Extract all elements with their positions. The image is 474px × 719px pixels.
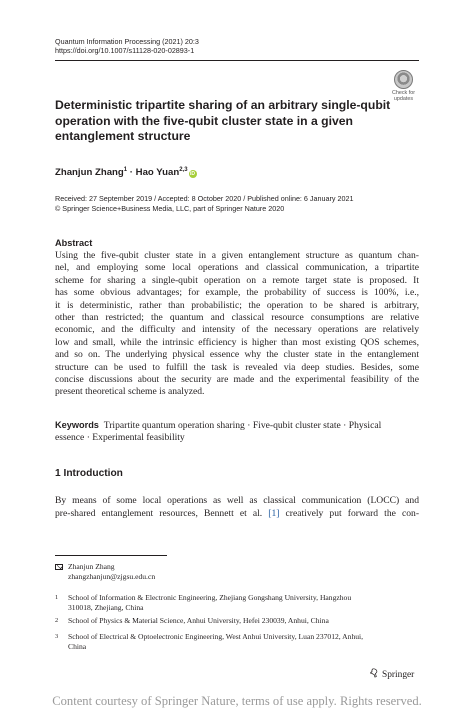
header-rule bbox=[55, 60, 419, 61]
keywords-line: Tripartite quantum operation sharing · Five-qubit cluster state · Physical bbox=[103, 420, 382, 431]
abstract-line: and so on. The underlying physical essence why the cluster state in the entanglement bbox=[55, 349, 419, 361]
badge-line-1: Check for bbox=[391, 90, 416, 96]
affiliation-line: 310018, Zhejiang, China bbox=[68, 603, 144, 612]
author-list bbox=[55, 164, 197, 179]
check-for-updates-badge[interactable] bbox=[388, 70, 419, 103]
title-line: operation with the five-qubit cluster state in a given bbox=[55, 113, 353, 128]
abstract-line: economic, and the difficulty and intensity of the necessary operations are relatively bbox=[55, 324, 419, 336]
author-separator: · bbox=[129, 167, 133, 178]
affiliation-mark: 2 bbox=[55, 617, 59, 624]
journal-citation: Quantum Information Processing (2021) 20:3 bbox=[55, 37, 199, 46]
copyright-line: © Springer Science+Business Media, LLC, part of Springer Nature 2020 bbox=[55, 204, 285, 213]
badge-line-2: updates bbox=[393, 96, 414, 102]
keywords-label: Keywords bbox=[55, 420, 99, 430]
check-updates-icon bbox=[394, 70, 413, 89]
contact-email[interactable]: zhangzhanjun@zjgsu.edu.cn bbox=[68, 572, 156, 581]
affiliation-mark: 3 bbox=[55, 633, 59, 640]
affiliation-line: School of Physics & Material Science, Anhui University, Hefei 230039, Anhui, China bbox=[68, 616, 329, 625]
intro-line: By means of some local operations as well as classical communication (LOCC) and bbox=[55, 495, 419, 506]
abstract-line: concise discussions about the security are made and the experimental feasibility of the bbox=[55, 373, 419, 385]
affiliation bbox=[55, 632, 419, 654]
keywords bbox=[55, 419, 419, 445]
author-name[interactable]: Zhanjun Zhang bbox=[55, 167, 124, 178]
title-line: entanglement structure bbox=[55, 129, 191, 143]
envelope-icon bbox=[55, 564, 63, 570]
intro-text: pre-shared entanglement resources, Bennett et al. bbox=[55, 508, 269, 519]
springer-horse-icon bbox=[370, 668, 379, 678]
keywords-line: essence · Experimental feasibility bbox=[55, 432, 185, 444]
affiliation-mark: 1 bbox=[55, 594, 59, 601]
affiliation bbox=[55, 616, 419, 628]
affiliation bbox=[55, 593, 419, 615]
intro-line bbox=[55, 507, 419, 520]
springer-logo bbox=[370, 668, 414, 681]
intro-text: creatively put forward the con- bbox=[279, 508, 420, 519]
section-heading: 1 Introduction bbox=[55, 468, 123, 479]
affiliation-line: School of Electrical & Optoelectronic Engineering, West Anhui University, Luan 237012, Anhui, bbox=[68, 632, 364, 641]
author-affiliation-mark: 1 bbox=[123, 167, 128, 173]
publisher-name: Springer bbox=[382, 670, 415, 680]
abstract-body bbox=[55, 250, 419, 399]
footnote-rule bbox=[55, 555, 167, 556]
affiliation-line: School of Information & Electronic Engineering, Zhejiang Gongshang University, Hangzhou bbox=[68, 593, 352, 602]
introduction-body bbox=[55, 494, 419, 520]
affiliation-line: China bbox=[68, 642, 87, 651]
abstract-heading: Abstract bbox=[55, 238, 93, 248]
abstract-line: scheme for sharing a single-qubit operation on a remote target state is proposed. It bbox=[55, 274, 419, 286]
title-line: Deterministic tripartite sharing of an arbitrary single-qubit bbox=[55, 98, 391, 112]
courtesy-notice: Content courtesy of Springer Nature, terms of use apply. Rights reserved. bbox=[52, 694, 422, 708]
abstract-line: it is deterministic, rather than probabilistic; the operation to be shared is arbitrary, bbox=[55, 299, 419, 311]
corresponding-author bbox=[55, 562, 419, 584]
abstract-line: nel, and employing some local operations and classical communication, a tripartite bbox=[55, 262, 419, 274]
contact-name: Zhanjun Zhang bbox=[68, 562, 115, 571]
citation-link[interactable]: [1] bbox=[268, 508, 280, 519]
abstract-line: low and small, while the intrinsic efficiency is higher than most existing QOS schemes, bbox=[55, 336, 419, 348]
author-name[interactable]: Hao Yuan bbox=[135, 167, 180, 178]
publication-dates bbox=[55, 194, 353, 214]
abstract-line: present theoretical scheme is analyzed. bbox=[55, 386, 205, 398]
orcid-icon[interactable]: iD bbox=[190, 171, 196, 177]
abstract-line: structure can be used to fulfill the task is revealed via deep studies. Besides, some bbox=[55, 361, 419, 373]
dates-line: Received: 27 September 2019 / Accepted: 8 October 2020 / Published online: 6 January 2021 bbox=[55, 194, 354, 203]
doi-link[interactable]: https://doi.org/10.1007/s11128-020-02893-1 bbox=[55, 46, 195, 55]
paper-title bbox=[55, 98, 391, 145]
abstract-line: other than restricted; the quantum and classical resource consumptions are relative bbox=[55, 311, 419, 323]
abstract-line: has some obvious advantages; for example, the probability of success is 100%, i.e., bbox=[55, 287, 419, 299]
abstract-line: Using the five-qubit cluster state in a given entanglement structure as quantum chan- bbox=[55, 250, 419, 261]
author-affiliation-mark: 2,3 bbox=[179, 167, 188, 173]
